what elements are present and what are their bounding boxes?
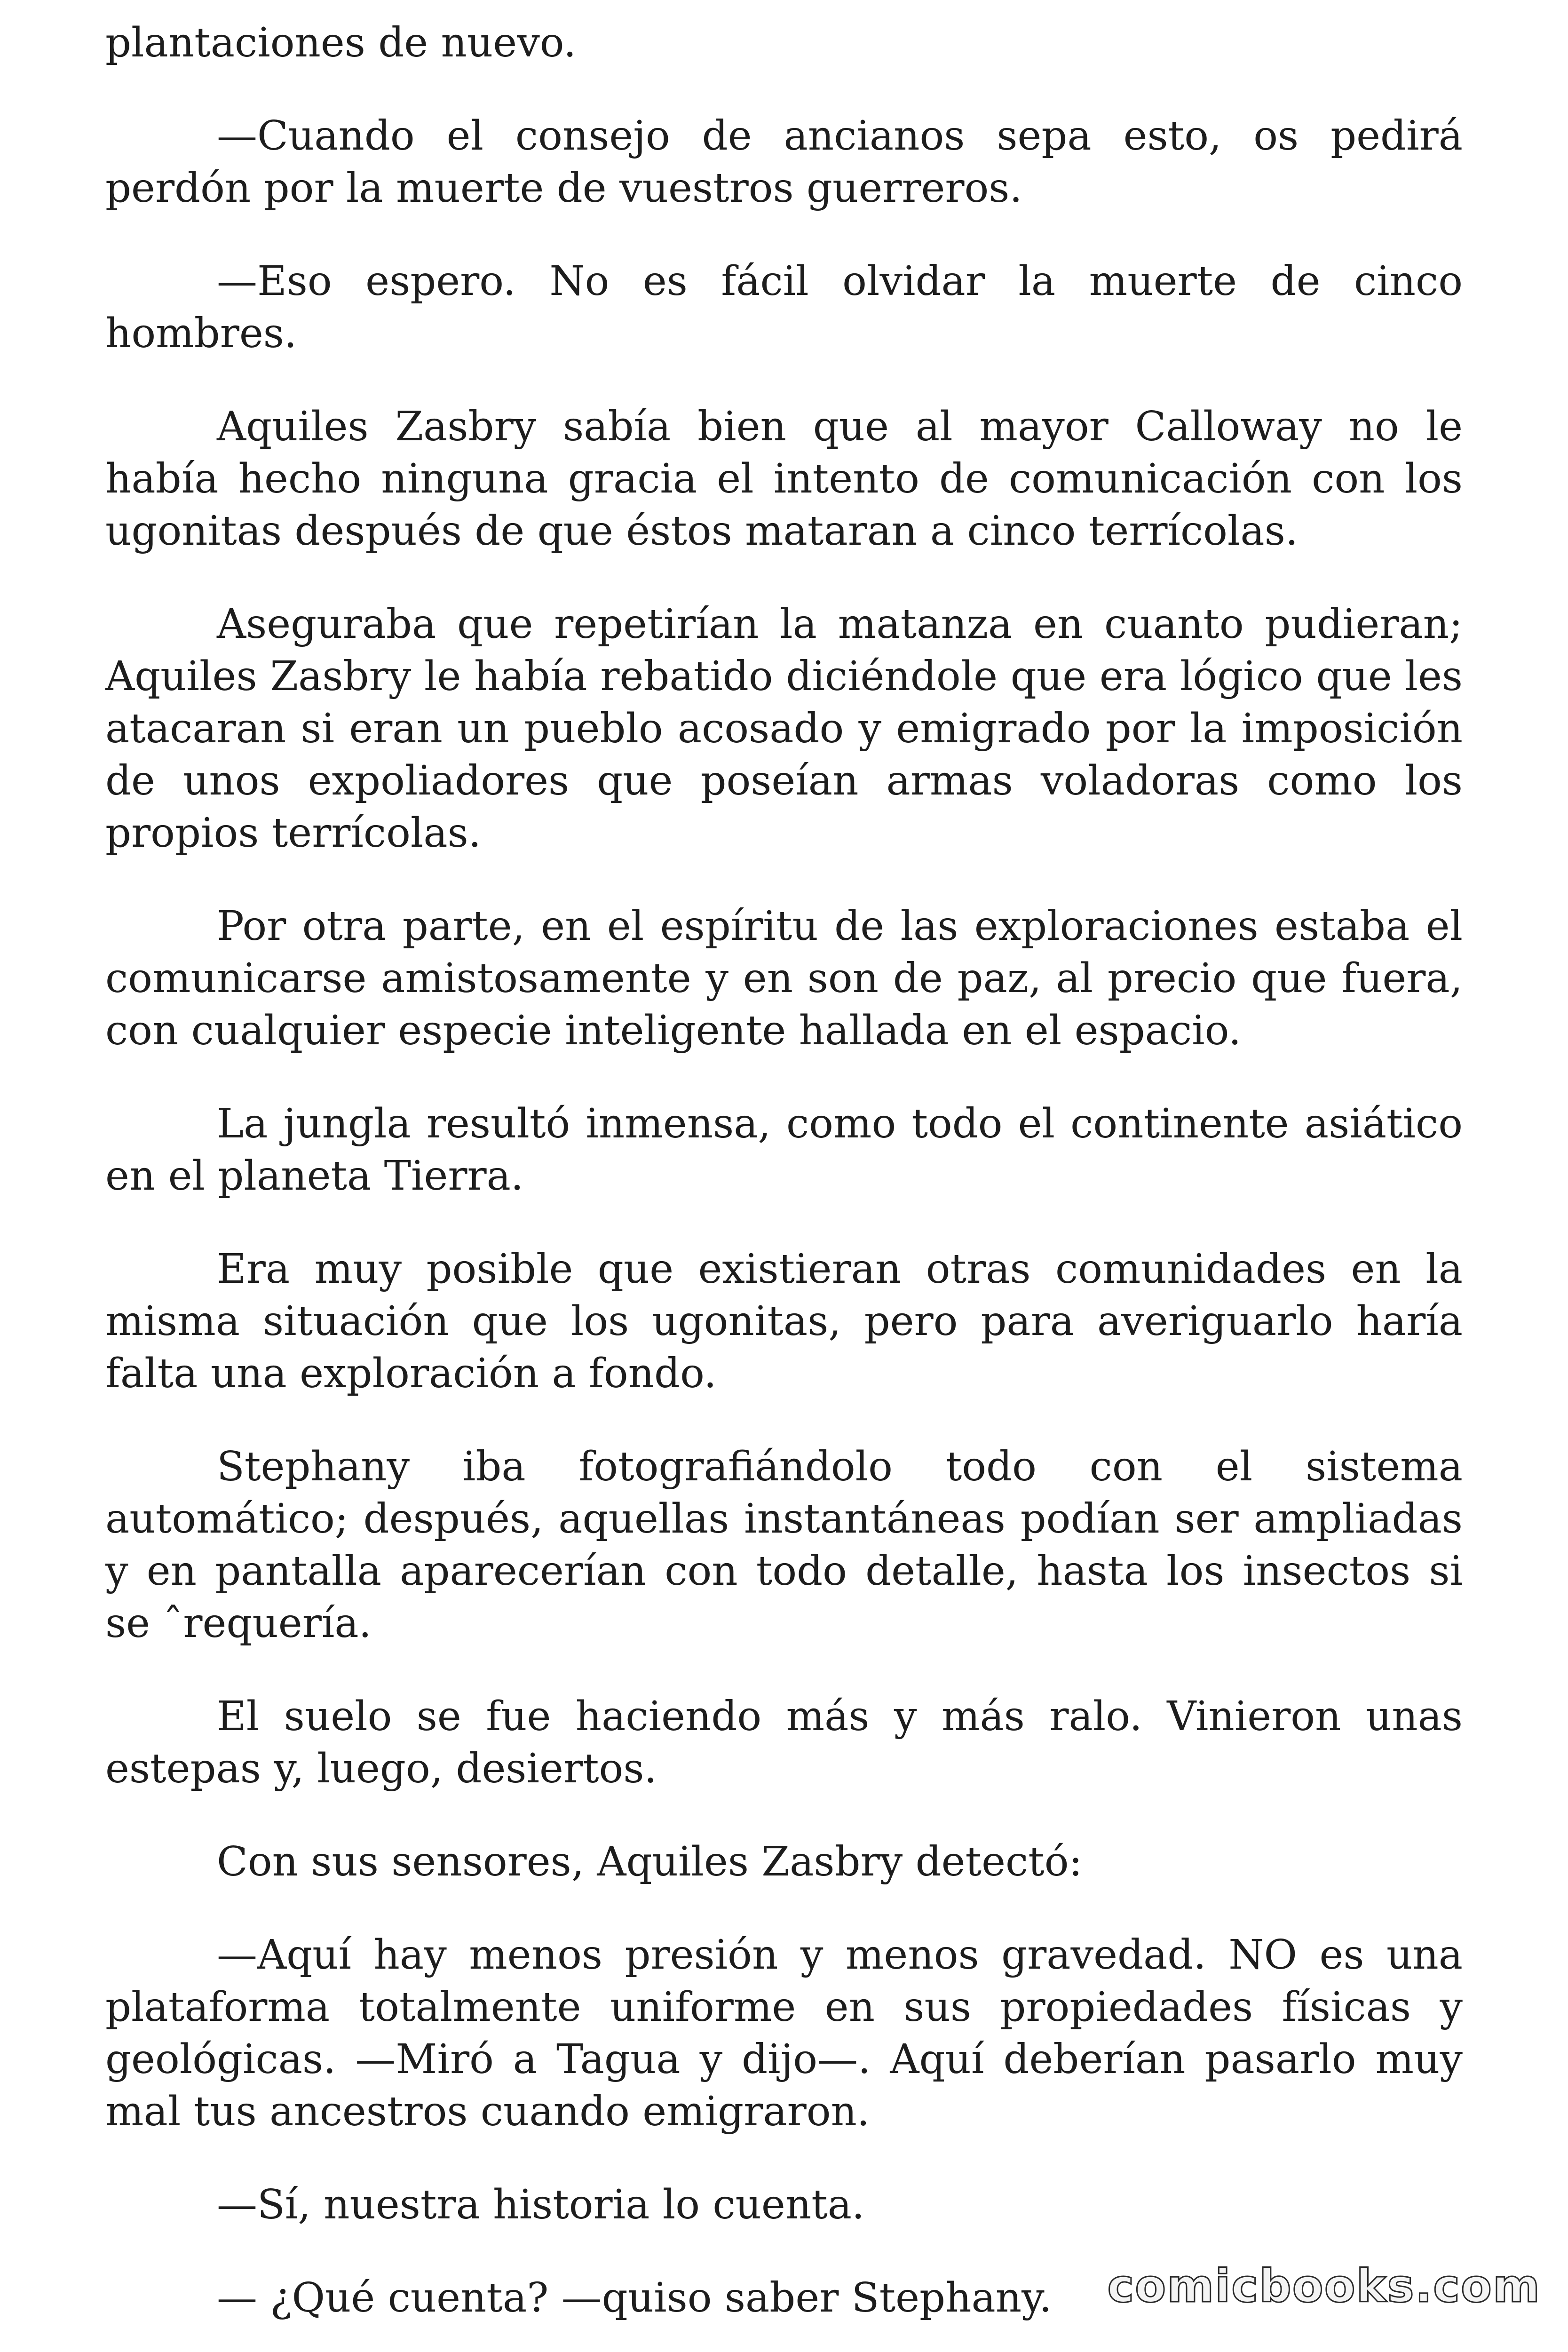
paragraph-2: —Cuando el consejo de ancianos sepa esto, os pedirá perdón por la muerte de vuestros guerreros.	[105, 112, 1463, 212]
watermark: comicbooks.com	[1107, 2260, 1541, 2312]
paragraph-9: Stephany iba fotografiándolo todo con el sistema automático; después, aquellas instantáneas podían ser ampliadas y en pantalla aparecerían con todo detalle, hasta los insectos si se ˆrequería.	[105, 1443, 1463, 1647]
paragraph-5: Aseguraba que repetirían la matanza en cuanto pudieran; Aquiles Zasbry le había rebatido diciéndole que era lógico que les atacaran si eran un pueblo acosado y emigrado por la imposición de unos expoliadores que poseían armas voladoras como los propios terrícolas.	[105, 601, 1463, 857]
paragraph-11: Con sus sensores, Aquiles Zasbry detectó:	[217, 1838, 1083, 1885]
paragraph-7: La jungla resultó inmensa, como todo el continente asiático en el planeta Tierra.	[105, 1100, 1463, 1200]
paragraph-1: plantaciones de nuevo.	[105, 19, 577, 66]
paragraph-10: El suelo se fue haciendo más y más ralo. Vinieron unas estepas y, luego, desiertos.	[105, 1693, 1463, 1792]
paragraph-4: Aquiles Zasbry sabía bien que al mayor Calloway no le había hecho ninguna gracia el intento de comunicación con los ugonitas después de que éstos mataran a cinco terrícolas.	[105, 403, 1463, 555]
paragraph-3: —Eso espero. No es fácil olvidar la muerte de cinco hombres.	[105, 258, 1463, 357]
paragraph-14: — ¿Qué cuenta? —quiso saber Stephany.	[217, 2274, 1052, 2321]
paragraph-12: —Aquí hay menos presión y menos gravedad. NO es una plataforma totalmente uniforme en sus propiedades físicas y geológicas. —Miró a Tagua y dijo—. Aquí deberían pasarlo muy mal tus ancestros cuando emigraron.	[105, 1931, 1463, 2135]
paragraph-13: —Sí, nuestra historia lo cuenta.	[217, 2181, 865, 2228]
paragraph-8: Era muy posible que existieran otras comunidades en la misma situación que los ugonitas, pero para averiguarlo haría falta una exploración a fondo.	[105, 1246, 1463, 1397]
page-text	[105, 17, 1463, 2352]
paragraph-6: Por otra parte, en el espíritu de las exploraciones estaba el comunicarse amistosamente y en son de paz, al precio que fuera, con cualquier especie inteligente hallada en el espacio.	[105, 903, 1463, 1054]
